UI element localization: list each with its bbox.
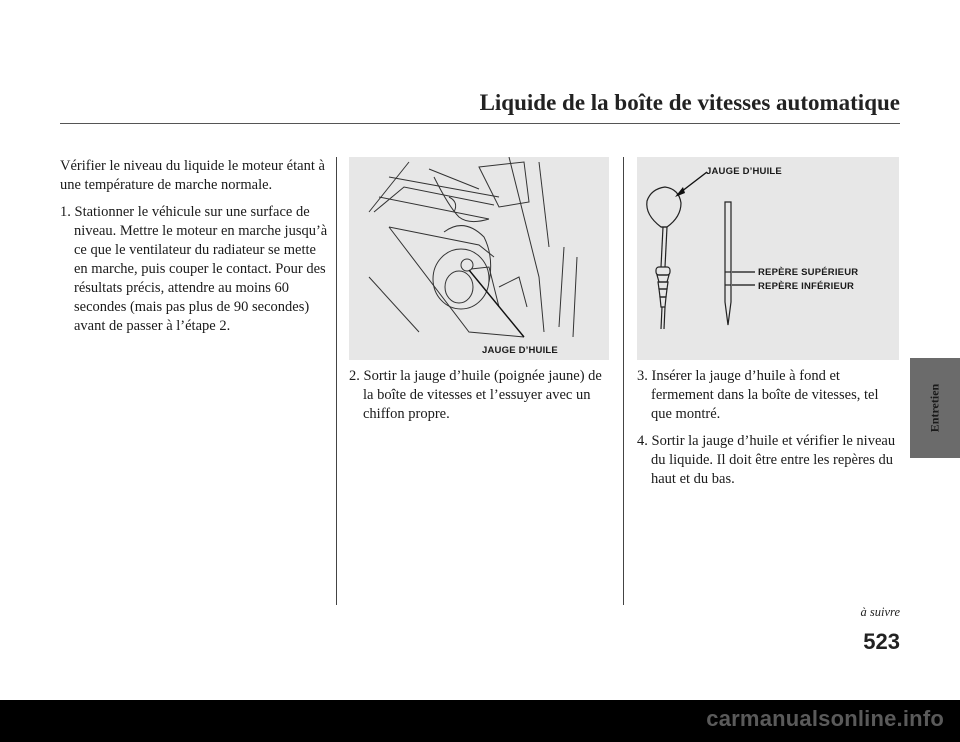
engine-line	[499, 277, 527, 307]
section-tab[interactable]	[910, 358, 960, 458]
dipstick-marks-figure	[637, 157, 899, 360]
step-3: 3. Insérer la jauge d’huile à fond et fermement dans la boîte de vitesses, tel que montré.	[637, 368, 879, 422]
title-divider	[60, 123, 900, 124]
engine-bracket	[479, 162, 529, 207]
engine-line	[369, 277, 419, 332]
dipstick-blade	[725, 202, 731, 325]
lower-mark-label: REPÈRE INFÉRIEUR	[758, 281, 855, 292]
engine-line	[539, 162, 549, 247]
engine-cap-housing	[433, 249, 489, 309]
column-divider-left	[336, 157, 337, 605]
engine-illustration	[349, 157, 609, 360]
dipstick-diagram	[637, 157, 899, 360]
step-4: 4. Sortir la jauge d’huile et vérifier le niveau du liquide. Il doit être entre les repères du haut et du bas.	[637, 433, 896, 487]
engine-hose	[434, 177, 489, 222]
engine-line	[573, 257, 577, 337]
page-title: Liquide de la boîte de vitesses automatique	[479, 90, 900, 115]
middle-column	[349, 367, 611, 432]
watermark: carmanualsonline.info	[706, 706, 944, 731]
section-tab-label: Entretien	[927, 383, 942, 433]
dipstick-label: JAUGE D’HUILE	[482, 345, 558, 356]
continued-note: à suivre	[860, 605, 900, 619]
step-1: 1. Stationner le véhicule sur une surface de niveau. Mettre le moteur en marche jusqu’à ce que le ventilateur du radiateur se mette en marche, puis couper le contact. Pour des résultats précis, attendre au moins 60 secondes (mais pas plus de 90 secondes) avant de passer à l’étape 2.	[60, 204, 328, 334]
left-column	[60, 157, 328, 344]
engine-dipstick-figure	[349, 157, 609, 360]
dipstick-label: JAUGE D’HUILE	[706, 166, 782, 177]
intro-paragraph: Vérifier le niveau du liquide le moteur étant à une température de marche normale.	[60, 158, 325, 193]
step-2: 2. Sortir la jauge d’huile (poignée jaune) de la boîte de vitesses et l’essuyer avec un chiffon propre.	[349, 368, 602, 422]
dipstick-rod	[661, 227, 663, 267]
engine-cap	[445, 271, 473, 303]
upper-mark-label: REPÈRE SUPÉRIEUR	[758, 267, 859, 278]
column-divider-right	[623, 157, 624, 605]
dipstick-handle-loop	[647, 187, 681, 227]
dipstick-plug	[656, 267, 670, 275]
engine-line	[389, 227, 524, 337]
page-number: 523	[863, 629, 900, 654]
engine-line	[369, 162, 409, 212]
engine-line	[559, 247, 564, 327]
right-column	[637, 367, 899, 497]
